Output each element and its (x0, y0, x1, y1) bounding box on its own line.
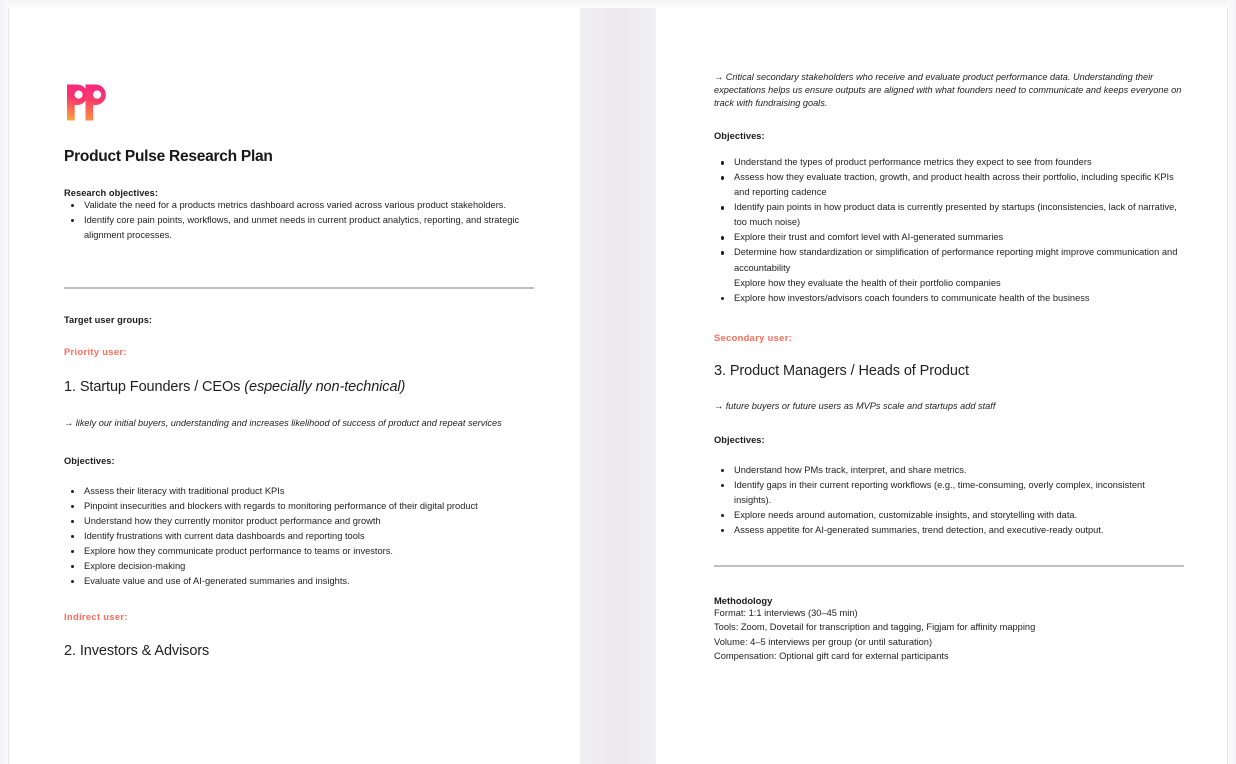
secondary-user-heading: 3. Product Managers / Heads of Product (714, 362, 969, 379)
methodology-divider (714, 565, 1184, 567)
list-item: Pinpoint insecurities and blockers with regards to monitoring performance of their digital product (64, 499, 534, 514)
priority-user-objectives-list (64, 484, 534, 589)
target-user-groups-label: Target user groups: (64, 314, 153, 325)
list-item: Determine how standardization or simplification of performance reporting might improve communication and accountability (714, 245, 1184, 275)
page-title: Product Pulse Research Plan (64, 148, 273, 165)
frame-edge-top (0, 0, 1236, 8)
section-divider (64, 287, 534, 289)
list-item: Identify pain points in how product data is currently presented by startups (inconsistencies, lack of narrative, too much noise) (714, 200, 1184, 230)
priority-user-objectives-label: Objectives: (64, 455, 115, 466)
secondary-user-objectives-label: Objectives: (714, 434, 765, 445)
list-item: Identify gaps in their current reporting workflows (e.g., time-consuming, overly complex, inconsistent insights). (714, 478, 1184, 508)
list-item: Explore how they communicate product performance to teams or investors. (64, 544, 534, 559)
indirect-user-tag: Indirect user: (64, 612, 128, 623)
list-item: Understand how they currently monitor product performance and growth (64, 514, 534, 529)
research-objectives-label: Research objectives: (64, 188, 159, 198)
investors-note: → Critical secondary stakeholders who receive and evaluate product performance data. Understanding their expectations helps us ensure outputs are aligned with what founders need to communicate and keeps everyone on track with fundraising goals. (714, 72, 1182, 109)
list-item: Explore how investors/advisors coach founders to communicate health of the business (714, 291, 1184, 306)
secondary-user-objectives-list (714, 463, 1184, 538)
list-item: Assess how they evaluate traction, growth, and product health across their portfolio, including specific KPIs and reporting cadence (714, 170, 1184, 200)
right-column (714, 71, 1184, 664)
priority-user-heading-main: Startup Founders / CEOs (79, 378, 245, 395)
indirect-user-heading: 2. Investors & Advisors (64, 643, 210, 660)
list-item: Assess their literacy with traditional product KPIs (64, 484, 534, 499)
secondary-user-tag: Secondary user: (714, 332, 793, 343)
list-item-continuation: Explore how they evaluate the health of their portfolio companies (734, 277, 1001, 288)
list-item: Identify core pain points, workflows, and unmet needs in current product analytics, reporting, and strategic alignment processes. (64, 213, 534, 243)
methodology-line: Volume: 4–5 interviews per group (or until saturation) (714, 636, 933, 647)
left-column (64, 148, 534, 659)
methodology-title: Methodology (714, 594, 773, 606)
list-item: Explore their trust and comfort level with AI-generated summaries (714, 230, 1184, 245)
list-item: Understand how PMs track, interpret, and share metrics. (714, 463, 1184, 478)
frame-edge-left (0, 0, 8, 764)
list-item: Explore decision-making (64, 559, 534, 574)
methodology-line: Tools: Zoom, Dovetail for transcription and tagging, Figjam for affinity mapping (714, 622, 1036, 633)
product-pulse-logo-icon (64, 76, 110, 124)
frame-edge-right (1228, 0, 1236, 764)
investors-objectives-list (714, 155, 1184, 305)
methodology-line: Format: 1:1 interviews (30–45 min) (714, 607, 858, 618)
page-gutter (580, 0, 656, 764)
priority-user-heading (64, 379, 534, 395)
priority-user-tag: Priority user: (64, 346, 127, 357)
list-item: Assess appetite for AI-generated summaries, trend detection, and executive-ready output. (714, 523, 1184, 538)
priority-user-heading-number: 1. (64, 378, 80, 395)
research-objectives-list (64, 198, 534, 243)
list-item: Understand the types of product performance metrics they expect to see from founders (714, 155, 1184, 170)
methodology-line: Compensation: Optional gift card for external participants (714, 651, 949, 662)
list-item: Explore needs around automation, customizable insights, and storytelling with data. (714, 508, 1184, 523)
priority-user-note: → likely our initial buyers, understanding and increases likelihood of success of product and repeat services (64, 417, 502, 428)
investors-objectives-label: Objectives: (714, 131, 765, 142)
list-item: Validate the need for a products metrics dashboard across varied across various product stakeholders. (64, 198, 534, 213)
secondary-user-note: → future buyers or future users as MVPs scale and startups add staff (714, 400, 996, 411)
priority-user-heading-italic: (especially non-technical) (244, 378, 406, 395)
list-item: Evaluate value and use of AI-generated summaries and insights. (64, 574, 534, 589)
list-item: Identify frustrations with current data dashboards and reporting tools (64, 529, 534, 544)
